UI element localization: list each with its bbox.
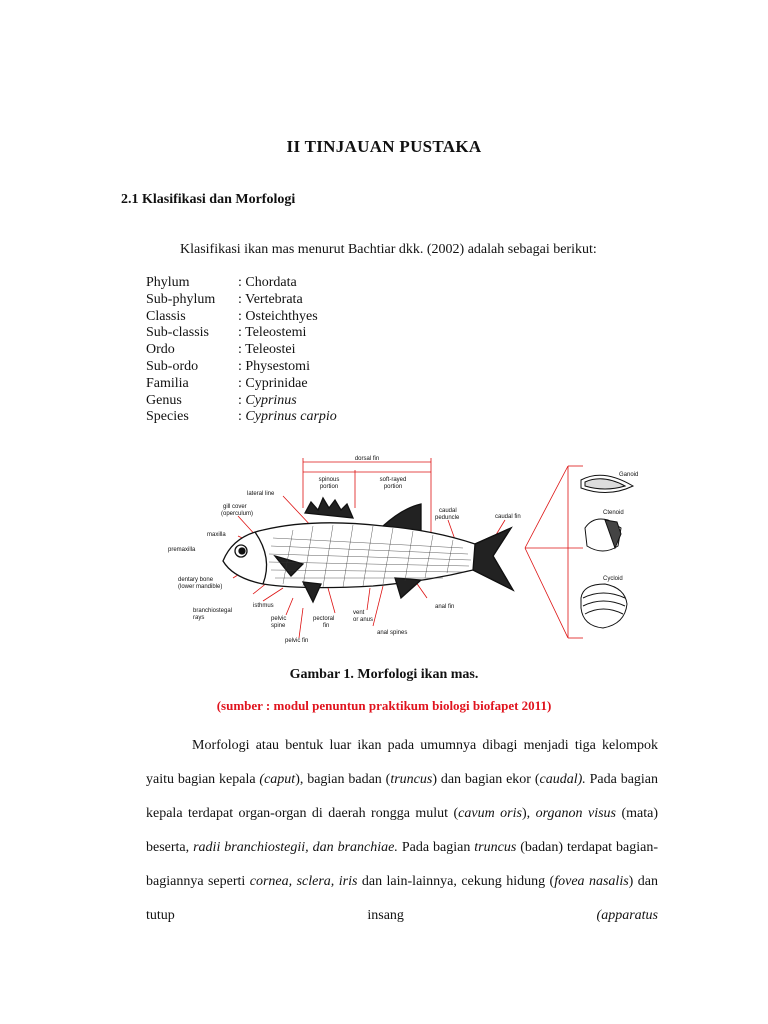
label-anal-fin: anal fin xyxy=(435,604,455,610)
paragraph-run: fovea nasalis xyxy=(554,874,629,889)
classification-row xyxy=(146,359,337,376)
paragraph-run: cavum oris xyxy=(458,806,522,821)
paragraph-run: (apparatus xyxy=(596,908,658,923)
label-gill-cover: gill cover xyxy=(223,504,247,510)
classification-rank: Sub-ordo xyxy=(146,358,199,374)
morphology-paragraph xyxy=(146,729,658,933)
label-pectoral: pectoral xyxy=(313,616,335,622)
label-spinous-portion: portion xyxy=(319,484,339,490)
classification-value: : Physestomi xyxy=(238,358,310,374)
classification-row xyxy=(146,309,337,326)
fish-morphology-figure xyxy=(163,448,643,648)
paragraph-run: (mata) beserta, xyxy=(146,806,659,855)
label-vent: vent xyxy=(353,610,365,616)
paragraph-run: dan lain-lainnya, cekung hidung ( xyxy=(357,874,555,889)
paragraph-run: ) dan tutup insang xyxy=(146,874,658,923)
classification-value: : Vertebrata xyxy=(238,291,303,307)
figure-caption: Gambar 1. Morfologi ikan mas. xyxy=(289,667,479,682)
classification-rank: Species xyxy=(146,409,189,425)
classification-value: : Osteichthyes xyxy=(238,308,318,324)
label-branchiostegal: branchiostegal xyxy=(193,608,233,614)
classification-row xyxy=(146,376,337,393)
classification-list xyxy=(146,275,337,426)
classification-row xyxy=(146,393,337,410)
classification-row xyxy=(146,292,337,309)
paragraph-run: cornea, sclera, iris xyxy=(249,874,358,889)
classification-row xyxy=(146,342,337,359)
classification-row xyxy=(146,325,337,342)
label-maxilla: maxilla xyxy=(207,532,226,538)
label-ganoid: Ganoid xyxy=(619,472,639,478)
classification-value: : Cyprinus xyxy=(238,392,297,408)
label-pelvic-fin: pelvic fin xyxy=(285,638,309,644)
figure-source: (sumber : modul penuntun praktikum biologi biofapet 2011) xyxy=(216,698,552,713)
paragraph-run: Morfologi atau bentuk luar ikan pada umumnya dibagi menjadi tiga kelompok yaitu bagian kepala xyxy=(146,738,658,787)
classification-rank: Phylum xyxy=(146,275,190,290)
classification-rank: Classis xyxy=(146,308,186,324)
label-operculum: (operculum) xyxy=(221,511,254,517)
label-lateral-line: lateral line xyxy=(247,491,275,497)
paragraph-run: Pada bagian xyxy=(397,840,475,855)
intro-sentence: Klasifikasi ikan mas menurut Bachtiar dkk. (2002) adalah sebagai berikut: xyxy=(180,242,597,257)
label-pelvic-spine: spine xyxy=(271,623,286,629)
classification-row xyxy=(146,275,337,292)
paragraph-run: Pada bagian kepala terdapat organ-organ di daerah rongga mulut ( xyxy=(146,772,659,821)
classification-value: : Teleostei xyxy=(238,342,296,358)
classification-value: : Cyprinidae xyxy=(238,375,308,391)
label-ctenoid: Ctenoid xyxy=(603,510,624,516)
paragraph-run: (badan) terdapat bagian-bagiannya seperti xyxy=(146,840,658,889)
label-dentary-bone: dentary bone xyxy=(178,577,214,583)
label-soft-rayed-portion: portion xyxy=(383,484,403,490)
label-dorsal-fin: dorsal fin xyxy=(354,456,380,462)
paragraph-run: ), xyxy=(521,806,536,821)
classification-rank: Familia xyxy=(146,375,189,391)
classification-rank: Ordo xyxy=(146,342,175,358)
label-premaxilla: premaxilla xyxy=(168,547,196,553)
label-rays: rays xyxy=(193,615,205,621)
paragraph-run: caudal). xyxy=(539,772,586,787)
paragraph-run: ), bagian badan ( xyxy=(295,772,391,787)
label-soft-rayed: soft-rayed xyxy=(379,477,407,483)
classification-rank: Sub-classis xyxy=(146,325,209,341)
paragraph-run: truncus xyxy=(474,840,517,855)
label-pectoral-fin: fin xyxy=(323,623,330,629)
paragraph-run: radii branchiostegii, dan branchiae. xyxy=(193,840,398,855)
label-caudal: caudal xyxy=(439,508,457,514)
label-or-anus: or anus xyxy=(353,617,374,623)
scale-types xyxy=(581,475,633,628)
label-isthmus: isthmus xyxy=(253,603,274,609)
classification-rank: Sub-phylum xyxy=(146,291,216,307)
label-cycloid: Cycloid xyxy=(603,576,623,582)
classification-value: : Cyprinus carpio xyxy=(238,409,337,425)
paragraph-run: organon visus xyxy=(535,806,617,821)
classification-rank: Genus xyxy=(146,392,182,408)
classification-value: : Teleostemi xyxy=(238,325,307,341)
classification-row xyxy=(146,409,337,426)
paragraph-run: truncus xyxy=(390,772,433,787)
label-lower-mandible: (lower mandible) xyxy=(178,584,223,590)
fish-diagram xyxy=(163,448,643,648)
paragraph-run: (caput xyxy=(259,772,296,787)
section-title: 2.1 Klasifikasi dan Morfologi xyxy=(121,192,296,207)
classification-value: : Chordata xyxy=(238,275,297,290)
label-caudal-fin: caudal fin xyxy=(495,514,521,520)
label-pelvic: pelvic xyxy=(271,616,287,622)
chapter-title: II TINJAUAN PUSTAKA xyxy=(286,137,482,156)
label-anal-spines: anal spines xyxy=(377,630,408,636)
label-spinous: spinous xyxy=(318,477,340,483)
label-caudal-peduncle: peduncle xyxy=(435,515,460,521)
paragraph-run: ) dan bagian ekor ( xyxy=(432,772,540,787)
